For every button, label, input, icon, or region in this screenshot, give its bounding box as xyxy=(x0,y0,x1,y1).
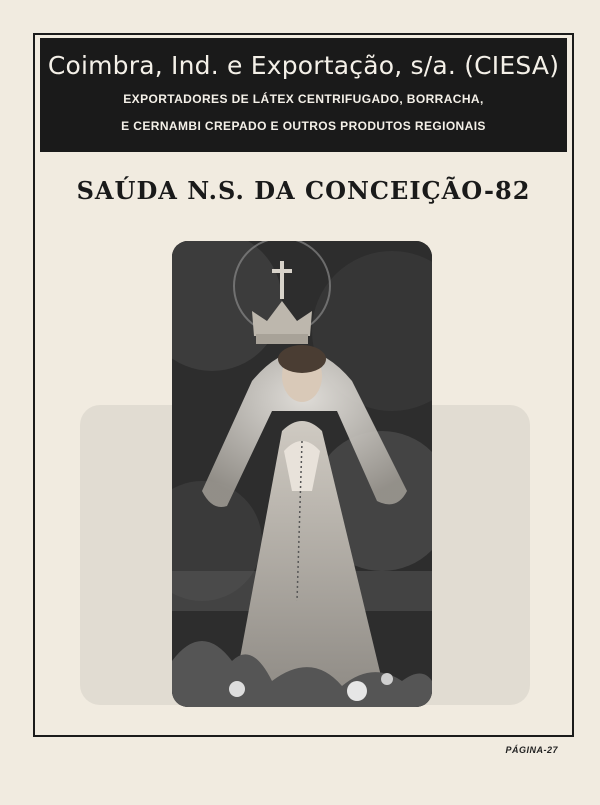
page-number: PÁGINA-27 xyxy=(505,745,558,755)
company-name: Coimbra, Ind. e Exportação, s/a. (CIESA) xyxy=(47,51,560,80)
statue-photo xyxy=(172,241,432,707)
company-banner xyxy=(40,38,567,152)
company-tagline-line1: EXPORTADORES DE LÁTEX CENTRIFUGADO, BORRACHA, xyxy=(123,92,484,106)
company-tagline-line2: E CERNAMBI CREPADO E OUTROS PRODUTOS REGIONAIS xyxy=(121,119,486,133)
headline: SAÚDA N.S. DA CONCEIÇÃO-82 xyxy=(76,176,531,205)
